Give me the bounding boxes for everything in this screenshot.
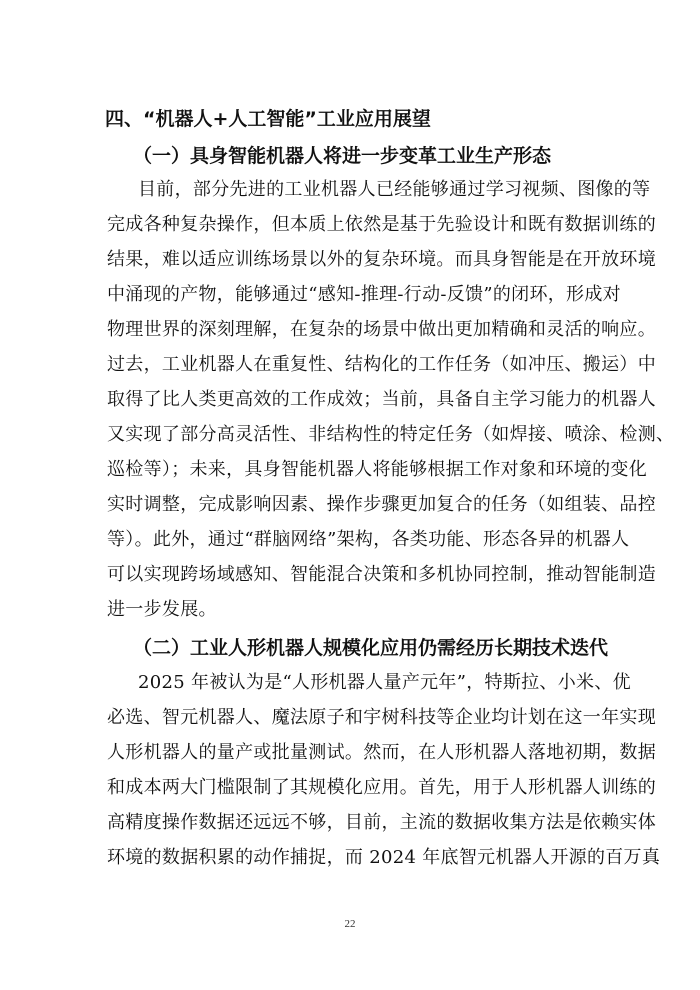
paragraph-1-line: 等）。此外，通过“群脑网络”架构，各类功能、形态各异的机器人 — [107, 529, 630, 550]
subsection-1-title: （一）具身智能机器人将进一步变革工业生产形态 — [133, 145, 552, 167]
page-number: 22 — [344, 918, 356, 930]
paragraph-1-line: 巡检等）；未来，具身智能机器人将能够根据工作对象和环境的变化 — [107, 459, 647, 480]
section-heading: 四、“机器人+人工智能”工业应用展望 — [105, 108, 431, 130]
paragraph-1-line: 取得了比人类更高效的工作成效；当前，具备自主学习能力的机器人 — [107, 389, 656, 410]
paragraph-1-line: 可以实现跨场域感知、智能混合决策和多机协同控制，推动智能制造 — [107, 564, 656, 585]
paragraph-2-line: 和成本两大门槛限制了其规模化应用。首先，用于人形机器人训练的 — [107, 777, 656, 798]
paragraph-1-line: 实时调整，完成影响因素、操作步骤更加复合的任务（如组装、品控 — [107, 494, 656, 515]
paragraph-1-line: 目前，部分先进的工业机器人已经能够通过学习视频、图像的等 — [138, 179, 651, 200]
paragraph-1-line: 物理世界的深刻理解，在复杂的场景中做出更加精确和灵活的响应。 — [107, 319, 656, 340]
subsection-2-title: （二）工业人形机器人规模化应用仍需经历长期技术迭代 — [133, 637, 609, 659]
paragraph-1-line: 完成各种复杂操作，但本质上依然是基于先验设计和既有数据训练的 — [107, 214, 656, 235]
paragraph-1-line: 又实现了部分高灵活性、非结构性的特定任务（如焊接、喷涂、检测、 — [107, 424, 675, 445]
paragraph-2-line: 环境的数据积累的动作捕捉，而 2024 年底智元机器人开源的百万真 — [107, 847, 661, 868]
paragraph-2-line: 必选、智元机器人、魔法原子和宇树科技等企业均计划在这一年实现 — [107, 707, 656, 728]
paragraph-1-line: 结果，难以适应训练场景以外的复杂环境。而具身智能是在开放环境 — [107, 249, 656, 270]
paragraph-1-line: 进一步发展。 — [107, 599, 217, 620]
paragraph-1-line: 过去，工业机器人在重复性、结构化的工作任务（如冲压、搬运）中 — [107, 354, 656, 375]
paragraph-2-line: 2025 年被认为是“人形机器人量产元年”，特斯拉、小米、优 — [138, 672, 631, 693]
paragraph-2-line: 高精度操作数据还远远不够，目前，主流的数据收集方法是依赖实体 — [107, 812, 656, 833]
paragraph-1-line: 中涌现的产物，能够通过“感知-推理-行动-反馈”的闭环，形成对 — [107, 284, 621, 305]
paragraph-2-line: 人形机器人的量产或批量测试。然而，在人形机器人落地初期，数据 — [107, 742, 656, 763]
